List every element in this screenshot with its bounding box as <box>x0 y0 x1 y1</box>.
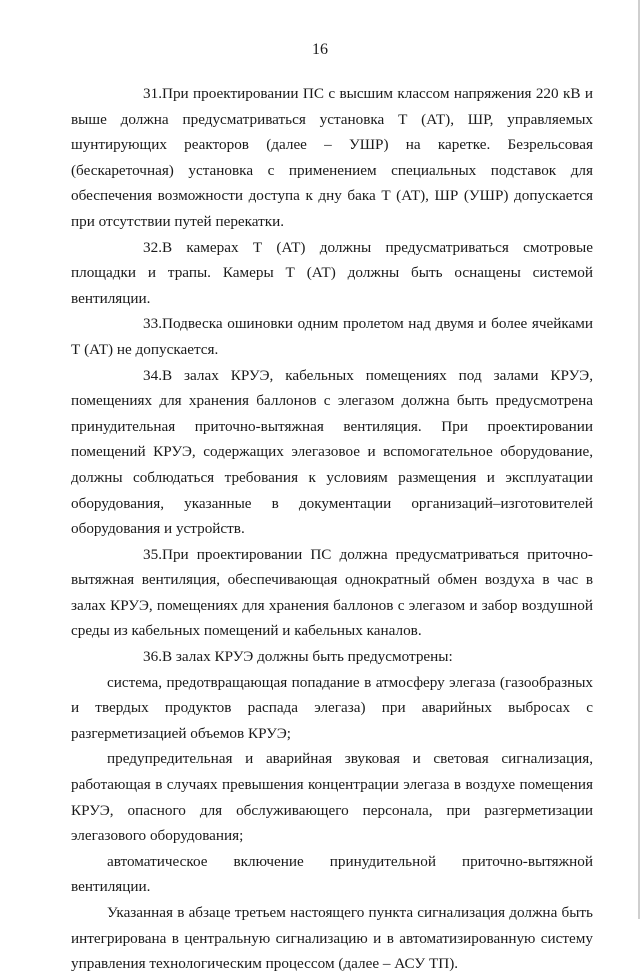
paragraph-text: В залах КРУЭ должны быть предусмотрены: <box>161 648 453 666</box>
paragraph-36 <box>71 644 593 670</box>
paragraph-number: 34. <box>143 366 162 384</box>
paragraph-34 <box>71 363 593 542</box>
document-body <box>71 81 593 977</box>
paragraph-text: В залах КРУЭ, кабельных помещениях под залами КРУЭ, помещениях для хранения баллонов с элегазом должна быть предусмотрена принудительная приточно-вытяжная вентиляция. При проектировании помещений КРУЭ, содержащих элегазовое и вспомогательное оборудование, должны соблюдаться требования к условиям размещения и эксплуатации оборудования, указанные в документации организаций–изготовителей оборудования и устройств. <box>71 366 593 538</box>
paragraph-text: Подвеска ошиновки одним пролетом над двумя и более ячейками Т (АТ) не допускается. <box>71 315 593 358</box>
paragraph-36-note <box>71 900 593 977</box>
paragraph-text: При проектировании ПС должна предусматриваться приточно-вытяжная вентиляция, обеспечивающая однократный обмен воздуха в час в залах КРУЭ, помещениях для хранения баллонов с элегазом и забор воздушной среды из кабельных помещений и кабельных каналов. <box>71 545 593 640</box>
paragraph-33 <box>71 311 593 362</box>
paragraph-32 <box>71 235 593 312</box>
paragraph-text: Указанная в абзаце третьем настоящего пункта сигнализация должна быть интегрирована в центральную сигнализацию и в автоматизированную систему управления технологическим процессом (далее – АСУ ТП). <box>71 904 593 973</box>
paragraph-36-item-2 <box>71 746 593 848</box>
paragraph-number: 36. <box>143 648 162 666</box>
paragraph-31 <box>71 81 593 235</box>
paragraph-number: 32. <box>143 238 162 256</box>
paragraph-number: 31. <box>143 85 162 102</box>
paragraph-number: 35. <box>143 545 162 563</box>
paragraph-36-item-1 <box>71 670 593 747</box>
paragraph-text: При проектировании ПС с высшим классом напряжения 220 кВ и выше должна предусматриваться установка Т (АТ), ШР, управляемых шунтирующих реакторов (далее – УШР) на каретке. Безрельсовая (бескареточная) установка с применением специальных подставок для обеспечения возможности доступа к дну бака Т (АТ), ШР (УШР) допускается при отсутствии путей перекатки. <box>71 85 593 230</box>
paragraph-number: 33. <box>143 315 162 333</box>
page-number: 16 <box>312 41 328 58</box>
paragraph-text: система, предотвращающая попадание в атмосферу элегаза (газообразных и твердых продуктов распада элегаза) при аварийных выбросах с разгерметизацией объемов КРУЭ; <box>71 673 593 742</box>
paragraph-35 <box>71 542 593 644</box>
paragraph-text: предупредительная и аварийная звуковая и световая сигнализация, работающая в случаях превышения концентрации элегаза в воздухе помещения КРУЭ, опасного для обслуживающего персонала, при разгерметизации элегазового оборудования; <box>71 750 593 845</box>
paragraph-36-item-3 <box>71 849 593 900</box>
paragraph-text: В камерах Т (АТ) должны предусматриваться смотровые площадки и трапы. Камеры Т (АТ) должны быть оснащены системой вентиляции. <box>71 238 593 307</box>
paragraph-text: автоматическое включение принудительной приточно-вытяжной вентиляции. <box>71 852 593 896</box>
